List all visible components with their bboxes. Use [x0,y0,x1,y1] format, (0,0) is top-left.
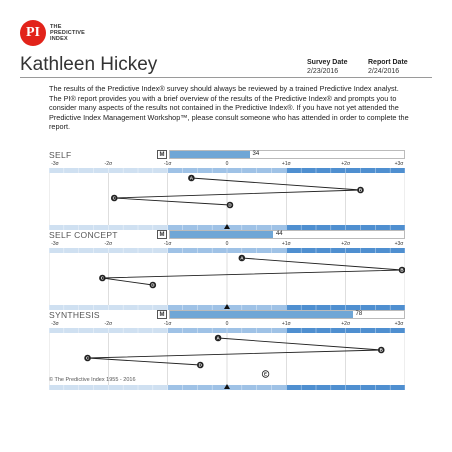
section-title: SELF [49,150,72,160]
pi-logo-mark: PI [20,20,46,46]
sigma-tick-label: -3σ [51,321,59,327]
sigma-tick-label: -2σ [104,241,113,247]
factor-label: D [198,362,202,368]
m-value: 44 [275,231,283,237]
intro-paragraph: The results of the Predictive Index® survey should always be reviewed by a trained Predictive Index analyst. The PI® report provides you with a brief overview of the results of the Predictive Index® and prompts you to consider many aspects of the results not contained in the Predictive Index®. If you have not yet attended the Predictive Index Management Workshop™, please consult someone who has attended in order to complete the report. [49,84,409,131]
factor-line [102,255,402,285]
e-factor-label: E [264,371,268,377]
survey-date-value: 2/23/2016 [307,68,339,75]
report-date-value: 2/24/2016 [368,68,400,75]
sigma-tick-label: +3σ [394,161,404,167]
m-bar-fill [170,151,250,158]
factor-line [114,175,360,205]
report-date [368,59,408,75]
sigma-tick-label: -2σ [104,161,113,167]
sigma-scale [49,321,405,327]
m-bar [169,150,405,159]
pi-logo-wordmark: THE PREDICTIVE INDEX [50,24,86,42]
sigma-tick-label: -1σ [163,161,172,167]
self-chart [49,168,405,230]
sigma-tick-label: 0 [225,241,229,247]
sigma-tick-label: -2σ [104,321,113,327]
pi-logo [20,20,85,46]
m-bar-fill [170,231,273,238]
sigma-tick-label: -3σ [51,241,59,247]
sigma-tick-label: +1σ [281,321,291,327]
factor-label: C [85,355,90,361]
section-title: SYNTHESIS [49,310,100,320]
factor-line [85,335,382,365]
m-box: M [157,310,167,319]
factor-label: A [216,335,220,341]
sigma-tick-label: +3σ [394,241,404,247]
sigma-tick-label: +1σ [281,241,291,247]
sigma-tick-label: +3σ [394,321,404,327]
sigma-tick-label: -1σ [163,241,172,247]
m-bar [169,310,405,319]
sigma-tick-label: -1σ [163,321,172,327]
m-bar [169,230,405,239]
sigma-tick-label: -3σ [51,161,59,167]
factor-label: C [100,275,105,281]
sigma-tick-label: +2σ [341,241,351,247]
survey-date-label: Survey Date [307,59,348,66]
factor-label: C [112,195,116,201]
m-value: 78 [355,311,363,317]
factor-label: B [400,267,404,273]
sigma-tick-label: 0 [225,321,229,327]
survey-date [307,59,347,75]
section-title: SELF CONCEPT [49,230,118,240]
m-box: M [157,150,167,159]
m-value: 34 [252,151,260,157]
factor-label: B [358,187,363,193]
sigma-tick-label: +2σ [341,321,351,327]
m-bar-fill [170,311,353,318]
factor-label: D [151,282,155,288]
sigma-tick-label: +1σ [281,161,291,167]
m-box: M [157,230,167,239]
sigma-scale [49,161,405,167]
sigma-scale [49,241,405,247]
factor-label: A [189,175,194,181]
header-divider [20,77,432,78]
factor-label: D [228,202,232,208]
self-concept-chart [49,248,405,310]
sigma-tick-label: 0 [225,161,229,167]
sigma-tick-label: +2σ [341,161,351,167]
factor-label: B [379,347,383,353]
person-name: Kathleen Hickey [20,54,158,75]
factor-label: A [240,255,244,261]
report-date-label: Report Date [368,59,408,66]
copyright-footer: © The Predictive Index 1955 - 2016 [49,377,136,383]
